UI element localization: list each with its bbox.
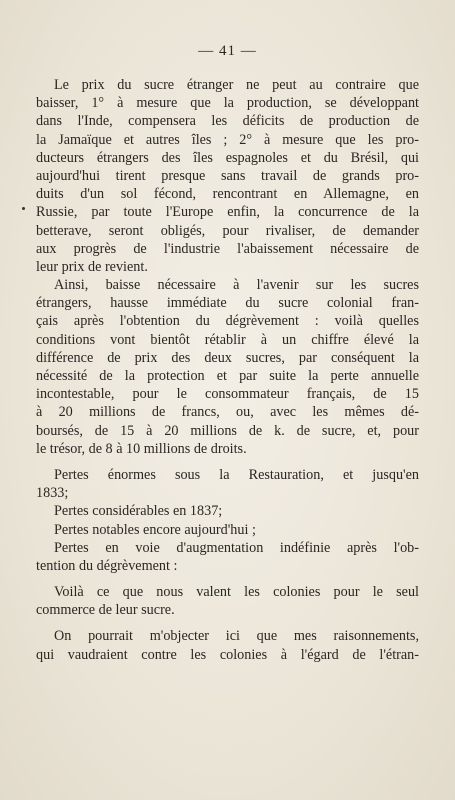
body-text <box>36 76 419 664</box>
text-line: conditions vont bientôt rétablir à un chiffre élevé la <box>36 331 419 348</box>
text-line: boursés, de 15 à 20 millions de k. de sucre, et, pour <box>36 422 419 439</box>
text-line: nécessité de la protection et par suite la perte annuelle <box>36 368 419 384</box>
text-line: Pertes en voie d'augmentation indéfinie après l'ob- <box>54 539 419 556</box>
paragraph-7 <box>36 583 419 619</box>
text-line: 1833; <box>36 485 69 502</box>
text-line: ducteurs étrangers des îles espagnoles et du Brésil, qui <box>36 149 419 166</box>
text-line: tention du dégrèvement : <box>36 557 178 574</box>
paragraph-spacer <box>36 619 419 627</box>
text-line: Voilà ce que nous valent les colonies pour le seul <box>54 584 419 601</box>
text-line: qui vaudraient contre les colonies à l'égard de l'étran- <box>36 646 419 663</box>
paragraph-5 <box>36 521 419 539</box>
text-line: différence de prix des deux sucres, par conséquent la <box>36 349 419 366</box>
text-line: Pertes énormes sous la Restauration, et jusqu'en <box>54 466 419 483</box>
text-line: le trésor, de 8 à 10 millions de droits. <box>36 440 247 457</box>
page-number: — 41 — <box>198 43 257 59</box>
text-line: dans l'Inde, compensera les déficits de production de <box>36 113 419 130</box>
text-line: Ainsi, baisse nécessaire à l'avenir sur les sucres <box>54 277 419 294</box>
text-line: à 20 millions de francs, ou, avec les mêmes dé- <box>36 404 419 421</box>
text-line: Le prix du sucre étranger ne peut au contraire que <box>54 77 419 93</box>
paragraph-spacer <box>36 458 419 466</box>
text-line: On pourrait m'objecter ici que mes raisonnements, <box>54 628 419 645</box>
paragraph-spacer <box>36 575 419 583</box>
paragraph-2 <box>36 276 419 458</box>
paragraph-4 <box>36 502 419 520</box>
text-line: aujourd'hui tirent presque sans travail de grands pro- <box>36 167 419 184</box>
margin-ink-mark <box>22 207 25 210</box>
paragraph-6 <box>36 539 419 575</box>
text-line: commerce de leur sucre. <box>36 602 175 619</box>
text-line: étrangers, hausse immédiate du sucre colonial fran- <box>36 295 419 312</box>
text-line: Russie, par toute l'Europe enfin, la concurrence de la <box>36 204 419 221</box>
text-line: çais après l'obtention du dégrèvement : voilà quelles <box>36 313 419 330</box>
text-line: la Jamaïque et autres îles ; 2° à mesure que les pro- <box>36 131 419 148</box>
text-line: duits d'un sol fécond, rencontrant en Allemagne, en <box>36 186 419 203</box>
text-line: Pertes notables encore aujourd'hui ; <box>54 521 256 538</box>
text-line: aux progrès de l'industrie l'abaissement nécessaire de <box>36 240 419 257</box>
text-line: leur prix de revient. <box>36 258 148 275</box>
text-line: incontestable, pour le consommateur français, de 15 <box>36 386 419 403</box>
paragraph-8 <box>36 627 419 663</box>
paragraph-1 <box>36 76 419 276</box>
text-line: baisser, 1° à mesure que la production, se développant <box>36 95 419 112</box>
paragraph-3 <box>36 466 419 502</box>
text-line: betterave, seront obligés, pour rivaliser, de demander <box>36 222 419 239</box>
text-line: Pertes considérables en 1837; <box>54 503 223 520</box>
